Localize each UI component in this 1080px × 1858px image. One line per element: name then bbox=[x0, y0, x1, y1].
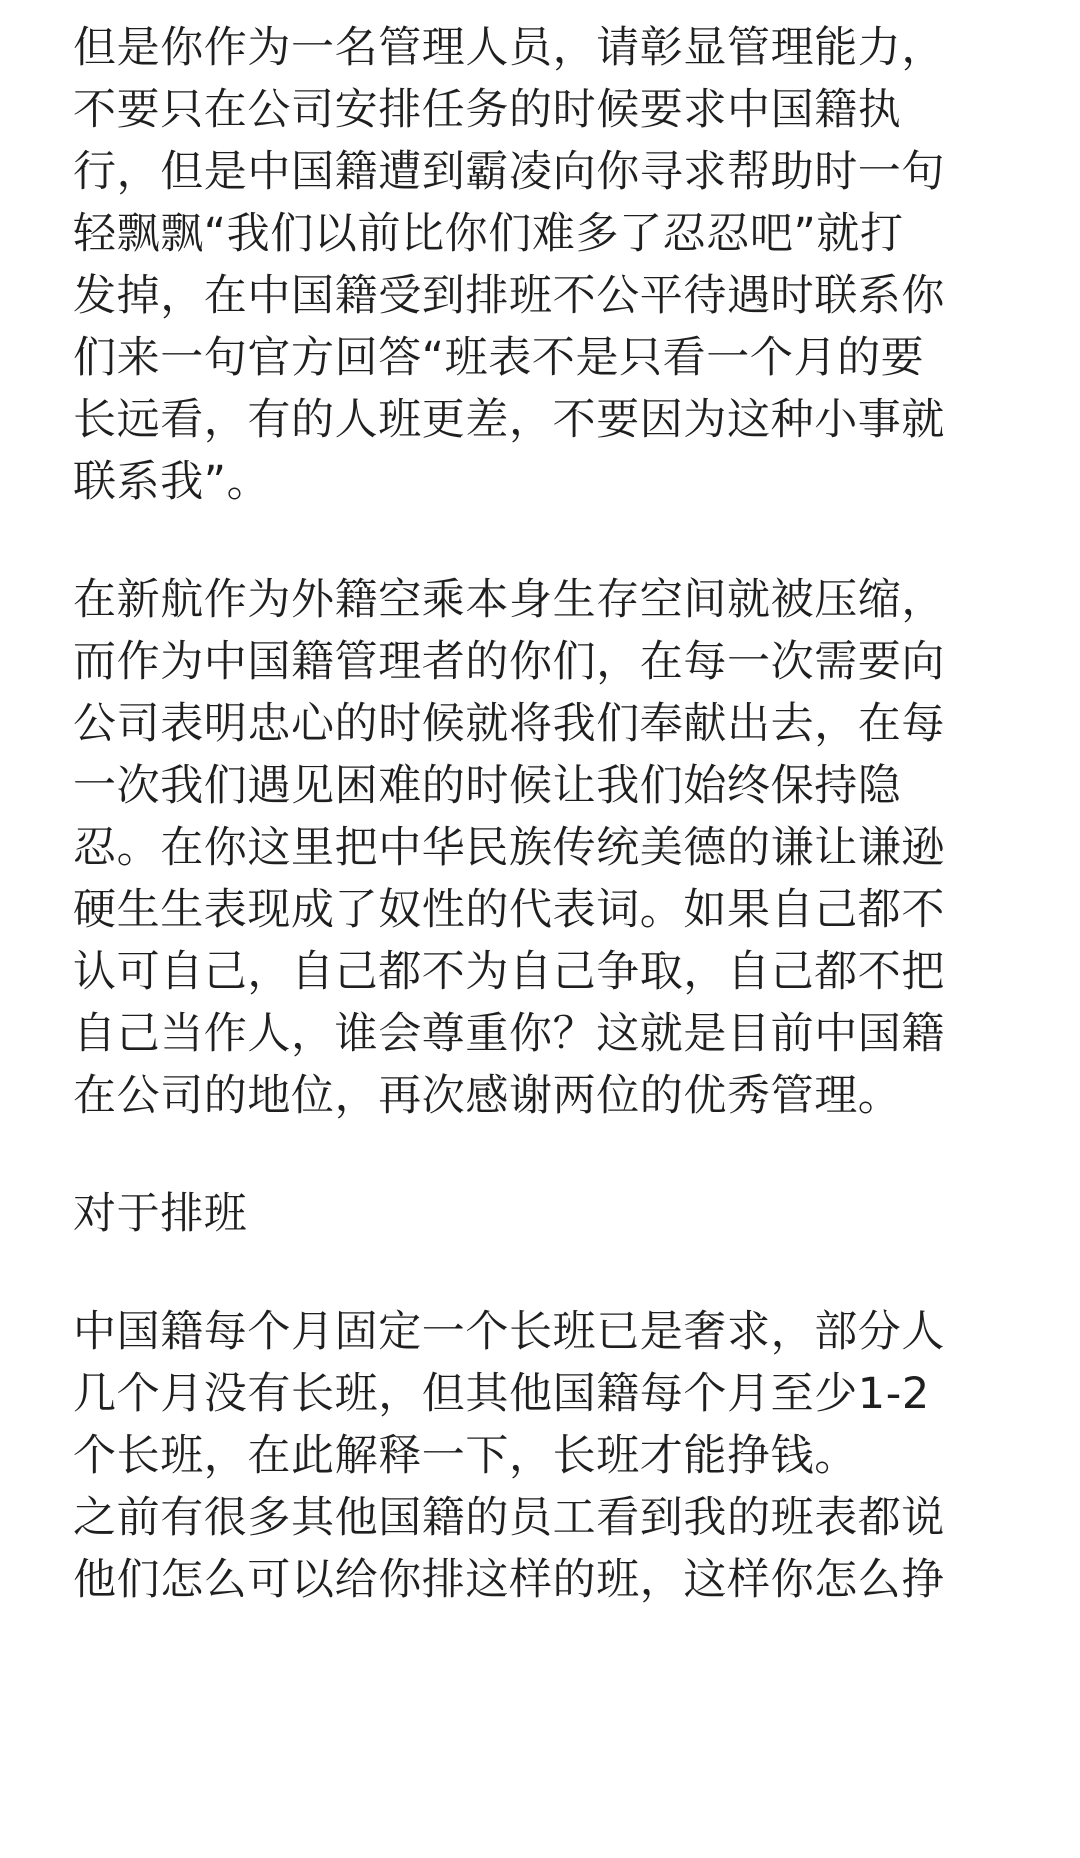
text-line: 行，但是中国籍遭到霸凌向你寻求帮助时一句 bbox=[73, 147, 945, 197]
text-line: 自己当作人，谁会尊重你？这就是目前中国籍 bbox=[73, 1009, 945, 1059]
text-line: 长远看，有的人班更差，不要因为这种小事就 bbox=[73, 395, 945, 445]
text-line: 个长班，在此解释一下，长班才能挣钱。 bbox=[73, 1431, 858, 1481]
text-line: 之前有很多其他国籍的员工看到我的班表都说 bbox=[73, 1493, 945, 1543]
text-line: 但是你作为一名管理人员，请彰显管理能力， bbox=[73, 23, 945, 73]
text-line: 不要只在公司安排任务的时候要求中国籍执 bbox=[73, 85, 902, 135]
text-line: 认可自己，自己都不为自己争取，自己都不把 bbox=[73, 947, 945, 997]
text-line: 他们怎么可以给你排这样的班，这样你怎么挣 bbox=[73, 1555, 945, 1605]
text-line: 公司表明忠心的时候就将我们奉献出去，在每 bbox=[73, 699, 945, 749]
text-line: 而作为中国籍管理者的你们，在每一次需要向 bbox=[73, 637, 945, 687]
section-heading-scheduling: 对于排班 bbox=[73, 1189, 248, 1239]
text-line: 忍。在你这里把中华民族传统美德的谦让谦逊 bbox=[73, 823, 945, 873]
text-line: 轻飘飘“我们以前比你们难多了忍忍吧”就打 bbox=[73, 209, 904, 259]
text-line: 在新航作为外籍空乘本身生存空间就被压缩， bbox=[73, 575, 945, 625]
text-line: 几个月没有长班，但其他国籍每个月至少1-2 bbox=[73, 1369, 930, 1419]
text-line: 硬生生表现成了奴性的代表词。如果自己都不 bbox=[73, 885, 945, 935]
text-line: 在公司的地位，再次感谢两位的优秀管理。 bbox=[73, 1071, 902, 1121]
text-line: 发掉，在中国籍受到排班不公平待遇时联系你 bbox=[73, 271, 945, 321]
text-line: 中国籍每个月固定一个长班已是奢求，部分人 bbox=[73, 1307, 945, 1357]
text-line: 们来一句官方回答“班表不是只看一个月的要 bbox=[73, 333, 925, 383]
text-line: 联系我”。 bbox=[73, 457, 271, 507]
text-line: 一次我们遇见困难的时候让我们始终保持隐 bbox=[73, 761, 902, 811]
